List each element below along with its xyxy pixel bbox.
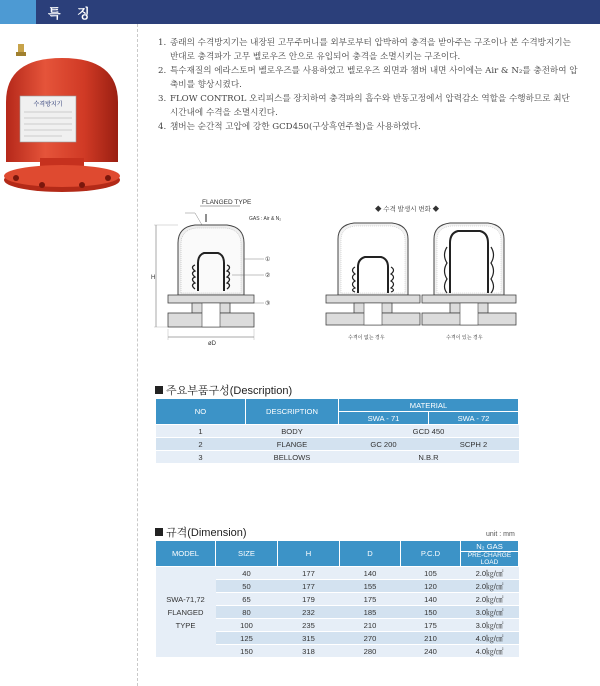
col-swa72: SWA - 72 [429,412,519,425]
caption-with-hammer: 수격이 있는 경우 [446,335,483,341]
col-gas: N₂ GAS [461,541,519,552]
change-title: ◆ 수격 발생시 변화 ◆ [375,206,440,213]
header-accent-tab [0,0,36,24]
callout-1: ① [265,257,271,263]
table-row: 1 BODY GCD 450 [156,425,519,438]
col-swa71: SWA - 71 [339,412,429,425]
table-row: 2 FLANGE GC 200 SCPH 2 [156,438,519,451]
page-header [0,0,600,24]
callout-2: ② [265,273,271,279]
col-description: DESCRIPTION [246,399,339,425]
col-no: NO [156,399,246,425]
col-d: D [340,541,401,567]
col-material: MATERIAL [339,399,519,412]
table-row: 50 177 155 120 2.0㎏/㎠ [156,580,519,593]
model-cell: SWA-71,72 FLANGED TYPE [156,567,216,658]
col-pcd: P.C.D [401,541,461,567]
feature-item: 4. 챔버는 순간적 고압에 강한 GCD450(구상흑연주철)을 사용하였다. [158,122,421,132]
feature-item: 3. FLOW CONTROL 오리피스를 장치하여 충격파의 흡수와 반동고정에서 압력감소 역할을 수행하므로 최단시간내에 수격을 소멸시킨다. [158,94,570,118]
feature-item: 1. 종래의 수격방지기는 내장된 고무주머니를 외부로부터 압박하여 충격을 받아주는 구조이나 본 수격방지기는 반대로 충격파가 고무 벨로우즈 안으로 유입되어 충격을 소멸시키는 구조이다. [158,38,571,62]
callout-3: ③ [265,301,271,307]
table-row: 100 235 210 175 3.0㎏/㎠ [156,619,519,632]
col-preload: PRE-CHARGE LOAD [461,552,519,567]
feature-list [158,36,578,134]
caption-no-hammer: 수격이 없는 경우 [348,335,385,341]
description-title: 주요부품구성(Description) [155,382,292,398]
table-row: 80 232 185 150 3.0㎏/㎠ [156,606,519,619]
table-row: 125 315 270 210 4.0㎏/㎠ [156,632,519,645]
col-h: H [278,541,340,567]
header-title: 특 징 [48,7,96,22]
product-photo [2,40,130,202]
col-size: SIZE [216,541,278,567]
table-row: 65 179 175 140 2.0㎏/㎠ [156,593,519,606]
d-dimension-label: øD [208,341,216,347]
feature-item: 2. 특수재질의 에라스토머 벨로우즈를 사용하였고 벨로우즈 외면과 챔버 내면 사이에는 Air & N₂를 충전하여 압축비를 향상시켰다. [158,66,578,90]
description-table [155,398,519,464]
technical-diagram [150,195,590,355]
table-row: 3 BELLOWS N.B.R [156,451,519,464]
dimension-table [155,540,519,658]
unit-note: unit : mm [486,531,515,538]
gas-label: GAS : Air & N₂ [249,216,282,222]
product-label-text: 수격방지기 [33,101,63,108]
col-model: MODEL [156,541,216,567]
dimension-title: 규격(Dimension) [155,524,247,540]
column-divider [137,24,138,686]
flanged-type-label: FLANGED TYPE [202,199,252,206]
table-row: SWA-71,72 FLANGED TYPE 40 177 140 105 2.0㎏/㎠ [156,567,519,580]
table-row: 150 318 280 240 4.0㎏/㎠ [156,645,519,658]
h-dimension-label: H [151,275,156,281]
